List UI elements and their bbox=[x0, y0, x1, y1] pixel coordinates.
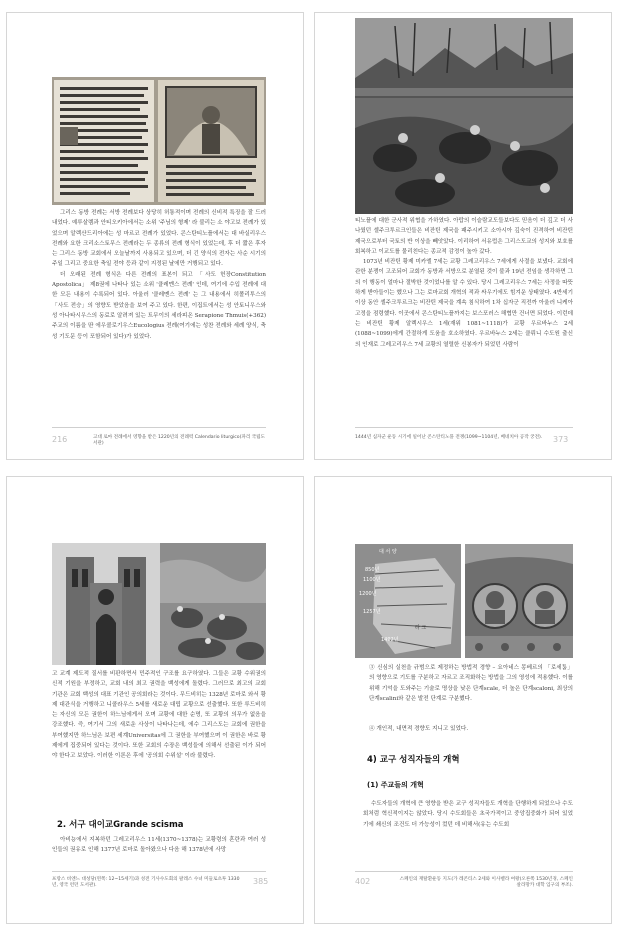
manuscript-image bbox=[52, 77, 266, 205]
book-page-216 bbox=[6, 12, 304, 460]
page1-body bbox=[52, 208, 266, 342]
page2-body bbox=[355, 216, 573, 350]
page3-tail bbox=[52, 835, 266, 856]
page4-intro bbox=[369, 663, 573, 704]
map-label: 1200년 bbox=[359, 591, 377, 597]
footer-rule bbox=[52, 871, 266, 872]
image-caption: 고대 로마 전례에서 영향을 받은 1220년의 전례력 Calendario liturgico(파리 국립도서관) bbox=[93, 435, 266, 447]
page-number: 373 bbox=[553, 435, 569, 444]
paragraph: 아비뇽에서 지복하던 그레고리우스 11세(1370~1378)는 교황령의 혼란과 여러 성인들의 권유로 인해 1377년 로마로 돌아왔으나 다음 해 1378년에 사망 bbox=[52, 837, 266, 854]
section-heading: 2. 서구 대이교Grande scisma bbox=[57, 820, 184, 830]
page3-body bbox=[52, 669, 266, 762]
image-caption: 프랑스 비엔느 대성당(왼쪽: 12~15세기)과 성전 기사수도회의 팔레스 수녀 미들로츠투 1330년, 영국 런던 도서관). bbox=[52, 877, 240, 889]
reconquista-map-image bbox=[355, 544, 461, 658]
map-label: 라 크 bbox=[415, 625, 427, 631]
map-label: 1100년 bbox=[363, 577, 381, 583]
page4-tail bbox=[363, 799, 573, 830]
map-label: 대 서 양 bbox=[379, 549, 397, 555]
footer-rule bbox=[355, 871, 573, 872]
page-number: 385 bbox=[253, 877, 269, 886]
paragraph: ③ 신심의 실천을 규범으로 제정하는 방법적 경향 – 요아네스 몽베르의 「로세툼」의 영향으로 기도를 구분하고 자르고 조직화하는 방법을 그의 영성에 적용했다. 이를 위해 기억을 도와주는 기술로 명상을 낮은 단계scale, 더 높은 단계scaloni, 최상의 단계scalini와 같은 발전 단계로 구분했다. bbox=[369, 665, 573, 702]
relief-portrait-image bbox=[465, 544, 573, 658]
page-number: 216 bbox=[52, 435, 68, 444]
footer-rule bbox=[52, 427, 266, 428]
subsection-heading: (1) 주교들의 개혁 bbox=[367, 781, 424, 789]
page4-item4 bbox=[369, 724, 573, 734]
image-caption: 스페인의 재탈환운동 지도(가 레콘티스 2세와 이사벨라 여왕(오른쪽 1530년경, 스페인 살라망카 대학 입구의 부조). bbox=[399, 877, 573, 889]
book-page-385 bbox=[6, 476, 304, 924]
paragraph: 더 오래된 전례 형식은 다른 전례의 표본이 되고 「사도 헌장Constitution Apostolica」 제8권에 나타나 있는 소위 '클레멘스 전례' 인데, 여기에 수입 전례에 대한 모든 내용이 수록되어 있다. 아울러 '클레멘스 전례' 는 그 내용에서 히폴리투스의 「사도 전승」의 영향도 받았음을 보여 주고 있다. 한편, 이집트에서는 성 안토니우스와 성 아나타시우스의 동료로 알려져 있는 트무이의 세라피온 Serapione Thmuis(+362) 주교의 이름을 딴 에우콜로기우스Eucologius 전례(여기에는 성찬 전례와 세례 양식, 축성 기도문 등이 포함되어 있다)가 있었다. bbox=[52, 271, 266, 340]
paragraph: 고 교계 제도적 질서를 비판하면서 민주적인 구조를 요구하였다. 그들은 교황 수위권의 신적 기원을 부정하고, 교회 내의 최고 권력을 백성에게 돌렸다. 그러므로 최고의 교회 기관은 교회 백성의 대표 기관인 공의회라는 것이다. 무드비히는 1328년 로마로 와서 황제 대관식을 거행하고 니콜라우스 5세를 새로운 대립 교황으로 선출했다. 또한 루드비히는 자신의 모든 권한이 하느님에게서 오며 교황에 대한 순명, 또 교황의 의무가 없음을 강조했다. 즉, 여기서 그의 새로운 사상이 나타나는데, 에수 그리스도는 교회에 권한을 부여했지만 하느님은 보편 세계Universitas에 그 권한을 부여했으며 이 권한은 바로 황제에게 집중되어 있다는 것이다. 또한 교회의 수장은 백성들에 의해서 선출된 이가 되어야 한다고 보았다. 이러한 이론은 후에 '공의회 수위설' 이라 불렸다. bbox=[52, 671, 266, 760]
book-page-402 bbox=[314, 476, 612, 924]
paragraph: ④ 개인적, 내면적 경향도 지니고 있었다. bbox=[369, 726, 469, 732]
paragraph: 그리스 동방 전례는 서방 전례보다 상당히 허통적이며 전례의 신비적 특징을 잘 드러내었다. 예루살렘과 안티오키아에서는 소위 '주님의 형제' 라 불리는 소 야고보 전례가 있었으며 알렉산드리아에는 성 마르코 전례가 있었다. 콘스탄티노플에서는 대 바실리우스 전례와 요한 크리소스토무스 전례라는 두 종류의 전례 형식이 있었는데, 후 더 짧은 후자는 그리스 동방 교회에서 오늘날까지 사용되고 있으며, 더 긴 양식의 전자는 사순 시기의 주일 그리고 중요한 축일 전야 등과 같이 지정된 날에만 거행되고 있다. bbox=[52, 210, 266, 268]
map-label: 1492년 bbox=[381, 637, 399, 643]
paragraph: 티노플에 대한 군사적 위협을 가하였다. 아랍의 이슬람교도들보다도 믿음이 더 깊고 더 사나웠던 셀주크투르크인들은 비잔틴 제국을 패주시키고 소아시아 깊숙이 진격하여 비잔틴 제국으로부터 국토의 반 이상을 빼앗았다. 이리하여 서유럽은 그리스도교의 성지와 보호를 회복하고 이교도를 물리친다는 종교적 감정이 높아 갔다. bbox=[355, 218, 573, 255]
footer-rule bbox=[355, 427, 573, 428]
book-page-373 bbox=[314, 12, 612, 460]
battle-painting-image bbox=[355, 18, 573, 214]
page-number: 402 bbox=[355, 877, 371, 886]
paragraph: 1073년 비잔틴 황제 미카엘 7세는 교황 그레고리우스 7세에게 사절을 보냈다. 교회에 관한 분쟁이 고조되어 교회가 동방과 서방으로 분열된 것이 불과 19년 전임을 생각하면 그의 이 행동이 얼마나 절박한 것이었나를 알 수 있다. 당시 그레고리우스 7세는 사정을 따뜻하게 받아들이는 했으나 그는 로마교회 개혁의 적과 싸우기에도 힘겨운 상태였다. 4반세기 이상 동안 셀주크투르크는 비잔틴 제국을 계속 침식하여 1차 십자군 직전까 아울러 니케아 고정을 점령했다. 이곳에서 콘스탄티노플까지는 보스포러스 해협만 건너면 되었다. 이런데는 비잔틴 황제 알렉시우스 1세(재위 1081~1118)가 교황 우르바누스 2세(1088~1099)에게 간절하게 도움을 호소하였다. 우르바누스 2세는 클뤼니 수도원 출신의 인재로 그레고리우스 7세 교황의 열렬한 신봉자가 되었던 사람이 bbox=[355, 259, 573, 348]
map-label: 1257년 bbox=[363, 609, 381, 615]
section-heading: 4) 교구 성직자들의 개혁 bbox=[367, 755, 460, 765]
map-label: 850년 bbox=[365, 567, 380, 573]
image-caption: 1444년 십자군 운동 시기에 일어난 콘스탄티노플 전쟁(1099~1104년, 베네치아 공작 궁전). bbox=[355, 435, 543, 440]
cathedral-and-tapestry-image bbox=[52, 543, 266, 665]
paragraph: 수도자들의 개혁에 큰 영향을 받은 교구 성직자들도 개혁을 단행하게 되었으나 수도회처럼 혁신적이지는 않았다. 당시 수도회들은 초국가적이고 중앙집중화가 되어 있었기에 쇄신의 조건도 더 가능성이 컸던 데 비해서(유는 수도회 bbox=[363, 801, 573, 828]
